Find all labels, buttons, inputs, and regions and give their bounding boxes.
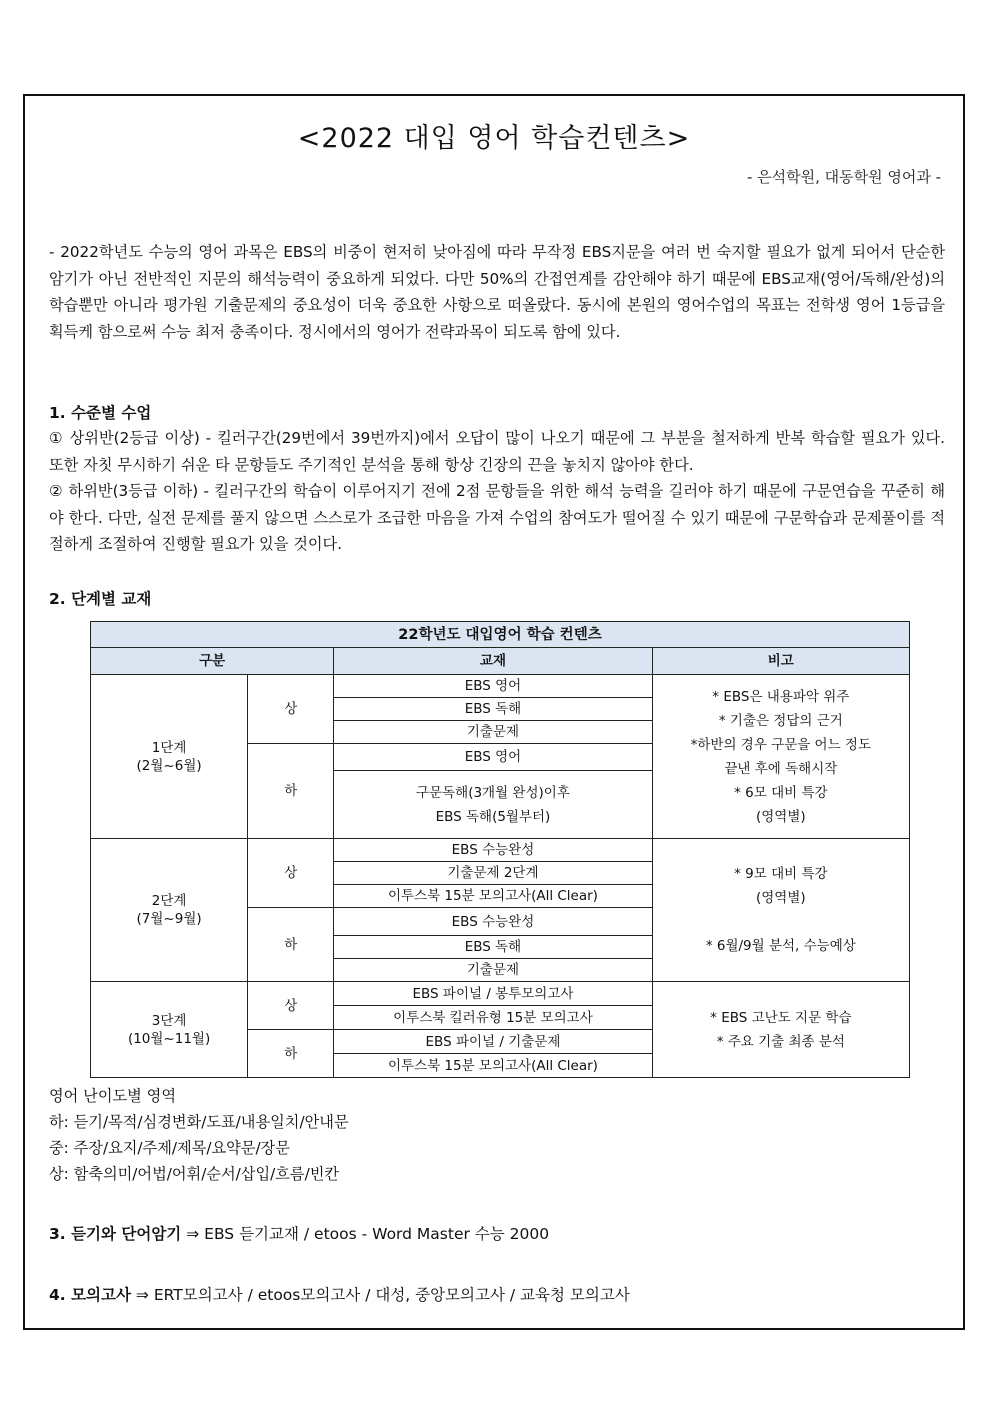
stage1-lower-book (334, 771, 652, 839)
section4-heading: 4. 모의고사 (49, 1286, 131, 1304)
intro-paragraph: - 2022학년도 수능의 영어 과목은 EBS의 비중이 현저히 낮아짐에 따라 무작정 EBS지문을 여러 번 숙지할 필요가 없게 되어서 단순한 암기가 아닌 전반적인 지문의 해석능력이 중요하게 되었다. 다만 50%의 간접연계를 감안해야 하기 때문에 EBS교재(영어/독해/완성)의 학습뿐만 아니라 평가원 기출문제의 중요성이 더욱 중요한 사항으로 떠올랐다. 동시에 본원의 영어수업의 목표는 전학생 영어 1등급을 획득케 함으로써 수능 최저 충족이다. 정시에서의 영어가 전략과목이 되도록 함에 있다. (49, 243, 945, 341)
stage3-upper-level: 상 (248, 982, 334, 1030)
stage1-name: 1단계 (151, 739, 187, 756)
stage2-upper-book: 기출문제 2단계 (334, 862, 652, 885)
section4-line (49, 1283, 630, 1305)
stage1-upper-book: EBS 영어 (334, 675, 652, 698)
stage1-note: * 6모 대비 특강 (734, 784, 828, 801)
stage1-cell (91, 675, 248, 839)
stage1-note: 끝낸 후에 독해시작 (724, 760, 838, 777)
stage1-notes (652, 675, 909, 839)
section3-heading: 3. 듣기와 단어암기 (49, 1225, 182, 1243)
section1-item-upper: ① 상위반(2등급 이상) - 킬러구간(29번에서 39번까지)에서 오답이 많이 나오기 때문에 그 부분을 철저하게 반복 학습할 필요가 있다. 또한 자칫 무시하기 쉬운 타 문항들도 주기적인 분석을 통해 항상 긴장의 끈을 놓치지 않아야 한다. (49, 429, 945, 474)
stage1-upper-book: EBS 독해 (334, 698, 652, 721)
stage2-upper-level: 상 (248, 839, 334, 908)
stage1-lower-book-line: 구문독해(3개월 완성)이후 (416, 784, 570, 801)
stage1-lower-book: EBS 영어 (334, 744, 652, 771)
stage3-note: * 주요 기출 최종 분석 (716, 1033, 845, 1050)
stage1-note: (영역별) (755, 808, 806, 825)
table-title: 22학년도 대입영어 학습 컨텐츠 (91, 622, 910, 648)
stage3-lower-level: 하 (248, 1030, 334, 1078)
stage3-period: (10월~11월) (127, 1030, 211, 1047)
header-category: 구분 (91, 648, 334, 675)
stage3-note: * EBS 고난도 지문 학습 (710, 1009, 852, 1026)
arrow-icon: ⇒ (135, 1286, 149, 1304)
section2-heading: 2. 단계별 교재 (49, 590, 152, 608)
stage3-upper-book: EBS 파이널 / 봉투모의고사 (334, 982, 652, 1006)
document-title: <2022 대입 영어 학습컨텐츠> (297, 123, 691, 154)
stage2-lower-book: EBS 수능완성 (334, 908, 652, 936)
stage2-name: 2단계 (151, 893, 187, 909)
stage2-notes (652, 839, 909, 982)
stage1-note: * EBS은 내용파악 위주 (712, 688, 850, 705)
section1-item-lower: ② 하위반(3등급 이하) - 킬러구간의 학습이 이루어지기 전에 2점 문항들을 위한 해석 능력을 길러야 하기 때문에 구문연습을 꾸준히 해야 한다. 다만, 실전 문제를 풀지 않으면 스스로가 조급한 마음을 가져 수업의 참여도가 떨어질 수 있기 때문에 구문학습과 문제풀이를 적절하게 조절하여 진행할 필요가 있을 것이다. (49, 482, 945, 554)
stage3-name: 3단계 (151, 1012, 187, 1029)
stage3-upper-book: 이투스북 킬러유형 15분 모의고사 (334, 1006, 652, 1030)
stage2-note: * 6월/9월 분석, 수능예상 (705, 938, 856, 954)
stage2-period: (7월~9월) (136, 911, 202, 927)
stage1-upper-book: 기출문제 (334, 721, 652, 744)
stage3-lower-book: 이투스북 15분 모의고사(All Clear) (334, 1054, 652, 1078)
arrow-icon: ⇒ (186, 1225, 200, 1243)
stage1-upper-level: 상 (248, 675, 334, 744)
header-remarks: 비고 (652, 648, 909, 675)
stage2-cell (91, 839, 248, 982)
stage2-lower-book: 기출문제 (334, 959, 652, 982)
section3-text: EBS 듣기교재 / etoos - Word Master 수능 2000 (204, 1225, 550, 1243)
curriculum-table (90, 621, 910, 1078)
stage1-period: (2월~6월) (136, 757, 202, 774)
stage2-upper-book: 이투스북 15분 모의고사(All Clear) (334, 885, 652, 908)
section3-line (49, 1222, 549, 1244)
difficulty-high: 상: 함축의미/어법/어휘/순서/삽입/흐름/빈칸 (49, 1165, 340, 1183)
section1-heading: 1. 수준별 수업 (49, 404, 152, 422)
section4-text: ERT모의고사 / etoos모의고사 / 대성, 중앙모의고사 / 교육청 모의고사 (153, 1286, 630, 1304)
difficulty-low: 하: 듣기/목적/심경변화/도표/내용일치/안내문 (49, 1113, 349, 1131)
stage3-notes (652, 982, 909, 1078)
stage1-lower-book-line: EBS 독해(5월부터) (435, 808, 551, 825)
document-frame (23, 94, 965, 1330)
stage2-note: (영역별) (755, 890, 806, 906)
stage1-note: * 기출은 정답의 근거 (718, 712, 843, 729)
stage2-upper-book: EBS 수능완성 (334, 839, 652, 862)
difficulty-mid: 중: 주장/요지/주제/제목/요약문/장문 (49, 1139, 290, 1157)
document-author: - 은석학원, 대동학원 영어과 - (746, 168, 941, 186)
stage3-lower-book: EBS 파이널 / 기출문제 (334, 1030, 652, 1054)
stage2-lower-book: EBS 독해 (334, 936, 652, 959)
header-textbook: 교재 (334, 648, 652, 675)
stage2-lower-level: 하 (248, 908, 334, 982)
difficulty-title: 영어 난이도별 영역 (49, 1087, 177, 1105)
stage2-note: * 9모 대비 특강 (734, 866, 828, 882)
stage1-note: *하반의 경우 구문을 어느 정도 (690, 736, 872, 753)
stage1-lower-level: 하 (248, 744, 334, 839)
stage3-cell (91, 982, 248, 1078)
